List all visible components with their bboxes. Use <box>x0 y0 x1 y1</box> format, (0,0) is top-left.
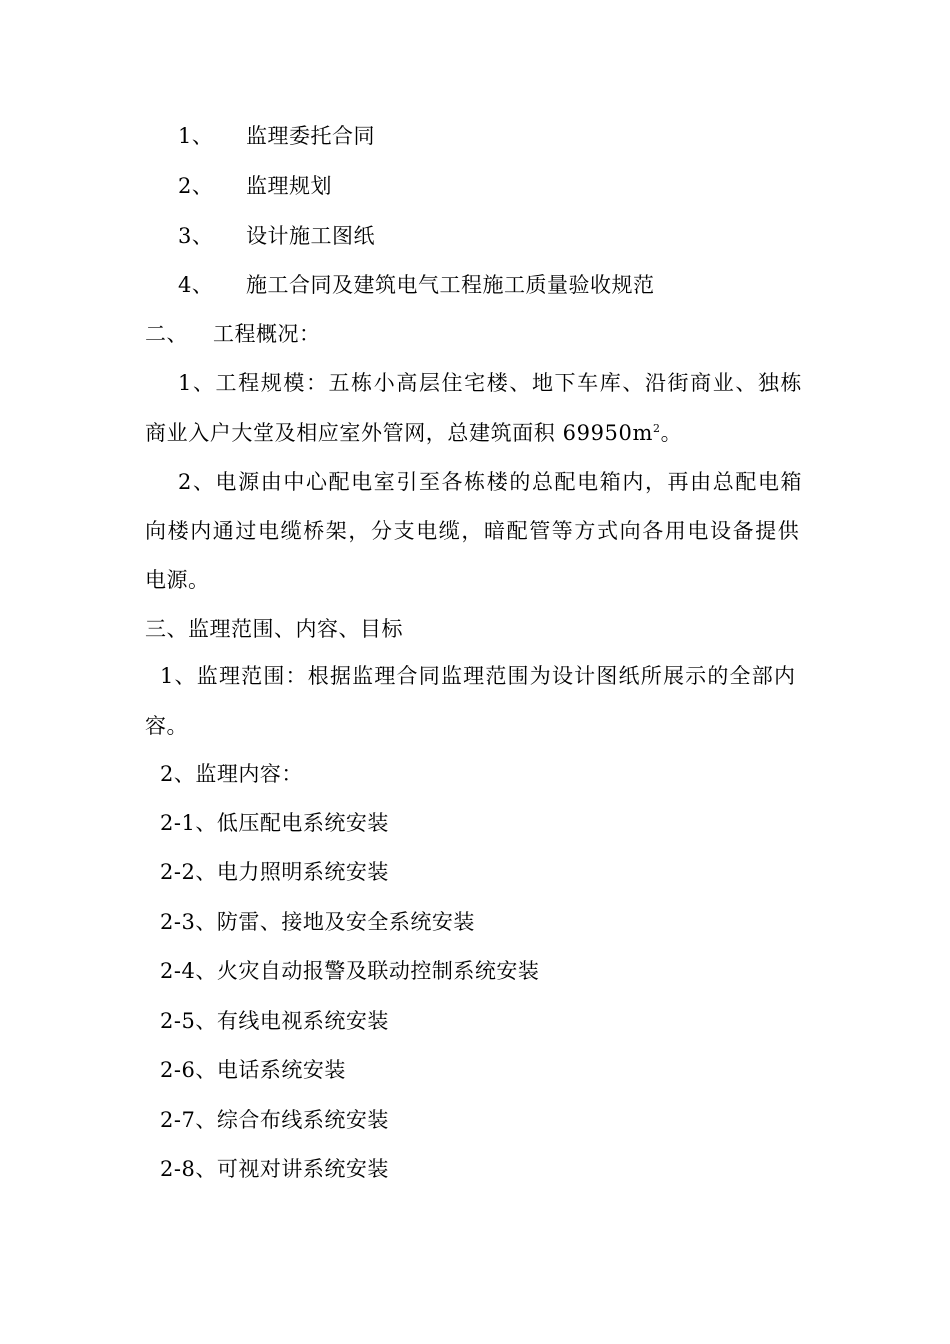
ref-item-number: 4、 <box>178 273 214 297</box>
ref-item-1 <box>178 122 375 150</box>
section-heading-overview <box>145 320 321 348</box>
overview-text: 商业入户大堂及相应室外管网，总建筑面积 69950m <box>145 421 653 445</box>
section-number: 二、 <box>145 322 188 346</box>
ref-item-text: 监理规划 <box>246 174 332 198</box>
content-item: 2-1、低压配电系统安装 <box>160 811 389 835</box>
ref-item-text: 设计施工图纸 <box>246 224 375 248</box>
ref-item-2 <box>178 172 332 200</box>
overview-text-end: 。 <box>660 421 683 445</box>
content-item: 2-6、电话系统安装 <box>160 1058 346 1082</box>
section-title: 工程概况： <box>213 322 321 346</box>
content-item: 2-8、可视对讲系统安装 <box>160 1157 389 1181</box>
ref-item-number: 2、 <box>178 174 214 198</box>
content-item: 2-3、防雷、接地及安全系统安装 <box>160 910 475 934</box>
area-unit-superscript: 2 <box>653 422 661 435</box>
ref-item-number: 3、 <box>178 224 214 248</box>
ref-item-number: 1、 <box>178 124 214 148</box>
content-item: 2-2、电力照明系统安装 <box>160 860 389 884</box>
overview-paragraph-2-line-2: 向楼内通过电缆桥架，分支电缆，暗配管等方式向各用电设备提供 <box>145 519 801 543</box>
overview-paragraph-1-line-1: 1、工程规模：五栋小高层住宅楼、地下车库、沿街商业、独栋 <box>178 371 804 395</box>
ref-item-text: 施工合同及建筑电气工程施工质量验收规范 <box>246 273 655 297</box>
ref-item-text: 监理委托合同 <box>246 124 375 148</box>
overview-paragraph-2-line-3: 电源。 <box>145 568 210 592</box>
overview-paragraph-2-line-1: 2、电源由中心配电室引至各栋楼的总配电箱内，再由总配电箱 <box>178 470 804 494</box>
content-item: 2-7、综合布线系统安装 <box>160 1108 389 1132</box>
ref-item-4 <box>178 271 655 299</box>
overview-paragraph-1-line-2 <box>145 419 805 447</box>
ref-item-3 <box>178 222 375 250</box>
content-label: 2、监理内容： <box>160 762 303 786</box>
section-heading-scope: 三、监理范围、内容、目标 <box>145 617 403 641</box>
scope-paragraph-line-2: 容。 <box>145 714 188 738</box>
content-item: 2-4、火灾自动报警及联动控制系统安装 <box>160 959 540 983</box>
content-item: 2-5、有线电视系统安装 <box>160 1009 389 1033</box>
scope-paragraph-line-1: 1、监理范围：根据监理合同监理范围为设计图纸所展示的全部内 <box>160 664 797 688</box>
